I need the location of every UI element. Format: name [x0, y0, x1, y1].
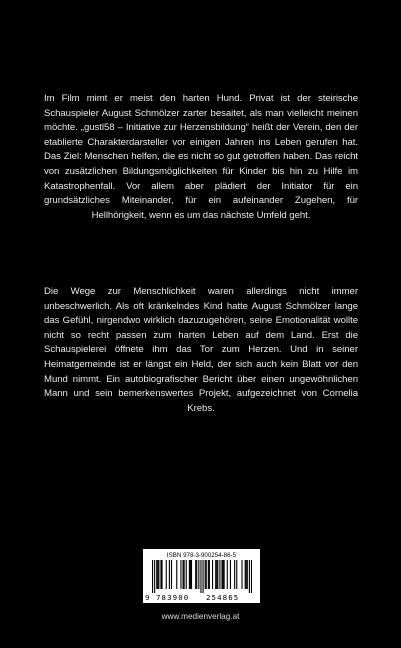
barcode-digits-left: 783900 — [156, 593, 190, 602]
barcode-bar — [206, 560, 207, 589]
barcode-bar — [180, 560, 181, 589]
barcode-bar — [209, 560, 210, 589]
barcode-bar — [216, 560, 217, 589]
barcode-bar — [191, 560, 192, 589]
publisher-website: www.medienverlag.at — [161, 612, 240, 621]
barcode-bar — [169, 560, 170, 589]
barcode-bar — [251, 560, 252, 593]
barcode-bar — [217, 560, 218, 589]
barcode-bar — [198, 560, 199, 589]
barcode-bar — [200, 560, 201, 593]
barcode-bar — [154, 560, 155, 593]
barcode-bar — [219, 560, 220, 589]
barcode-bar — [227, 560, 228, 589]
barcode-bar — [186, 560, 187, 589]
barcode-bar — [152, 560, 153, 593]
blurb-paragraph-1: Im Film mimt er meist den harten Hund. Privat ist der steirische Schauspieler August Schmölzer zarter besaitet, als man vielleicht meinen möchte. „gustl58 – Initiative zur Herzensbildung“ heißt der Verein, den der etablierte Charakterdarsteller vor einigen Jahren ins Leben gerufen hat. Das Ziel: Menschen helfen, die es nicht so gut getroffen haben. Das reicht von zusätzlichen Bildungsmöglichkeiten für Kinder bis hin zu Hilfe im Katastrophenfall. Vor allem aber plädiert der Initiator für ein grundsätzliches Miteinander, für ein aufeinander Zugehen, für Hellhörigkeit, wenn es um das nächste Umfeld geht. — [44, 93, 358, 221]
barcode-bar — [176, 560, 177, 589]
barcode-bar — [183, 560, 184, 589]
barcode-bar — [224, 560, 225, 589]
barcode-bar — [215, 560, 216, 589]
barcode-bar — [205, 560, 206, 589]
isbn-text: ISBN 978-3-900254-86-5 — [166, 552, 237, 559]
barcode-bar — [189, 560, 190, 589]
barcode-bar — [171, 560, 172, 589]
barcode-bar — [236, 560, 237, 589]
barcode-bar — [195, 560, 196, 589]
barcode-bar — [184, 560, 185, 589]
barcode-bar — [234, 560, 235, 589]
barcode-label — [143, 549, 260, 603]
barcode-bar — [230, 560, 231, 589]
barcode-bar — [166, 560, 167, 589]
barcode-bar — [161, 560, 162, 589]
barcode-bar — [221, 560, 222, 589]
barcode-bar — [158, 560, 159, 589]
barcode-bar — [208, 560, 209, 589]
barcode-bar — [160, 560, 161, 589]
barcode-bar — [245, 560, 246, 589]
barcode-bar — [157, 560, 158, 589]
barcode-bar — [249, 560, 250, 593]
barcode-bar — [223, 560, 224, 589]
barcode-bars — [152, 560, 252, 593]
barcode-bar — [203, 560, 204, 593]
barcode-bar — [246, 560, 247, 589]
barcode-bar — [212, 560, 213, 589]
barcode-bar — [241, 560, 242, 589]
barcode-digit-first: 9 — [145, 593, 150, 602]
barcode-digits-right: 254865 — [206, 593, 240, 602]
barcode-bar — [196, 560, 197, 589]
blurb-paragraph-2: Die Wege zur Menschlichkeit waren allerdings nicht immer unbeschwerlich. Als oft kränkelndes Kind hatte August Schmölzer lange das Gefühl, nirgendwo wirklich dazuzugehören, seine Emotionalität wollte nicht so recht passen zum harten Leben auf dem Land. Erst die Schauspielerei öffnete ihm das Tor zum Herzen. Und in seiner Heimatgemeinde ist er längst ein Held, der sich auch kein Blatt vor den Mund nimmt. Ein autobiografischer Bericht über einen ungewöhnlichen Mann und sein bemerkenswertes Projekt, aufgezeichnet von Cornelia Krebs. — [44, 286, 358, 414]
barcode-bar — [190, 560, 191, 589]
barcode-bar — [156, 560, 157, 589]
barcode-bar — [247, 560, 248, 589]
